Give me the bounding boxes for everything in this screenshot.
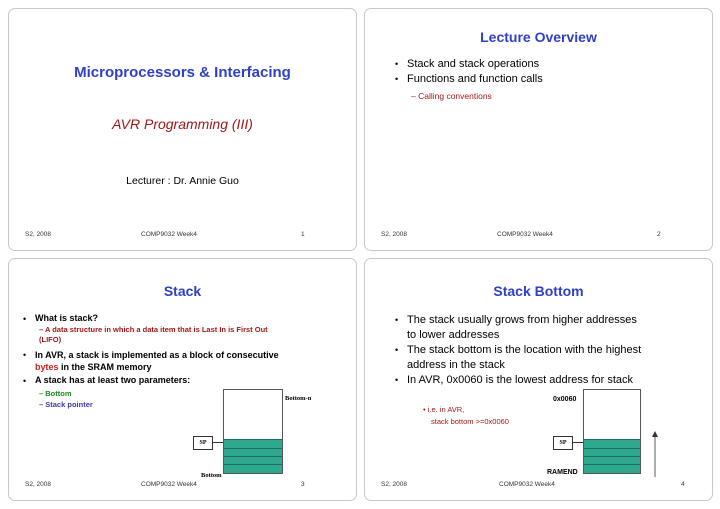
sub-sp-text: Stack pointer (45, 400, 93, 409)
slide4-bullet-1: The stack usually grows from higher addresses to lower addresses (407, 314, 637, 341)
footer-course: COMP9032 Week4 (141, 231, 197, 238)
slide-3 (8, 258, 357, 501)
label-addr-0x0060: 0x0060 (553, 396, 577, 403)
sp-arrow (573, 442, 583, 443)
page-number: 2 (657, 231, 661, 238)
footer-course: COMP9032 Week4 (497, 231, 553, 238)
bullet-dot: • (395, 375, 399, 385)
slide2-subbullet: – Calling conventions (411, 91, 492, 101)
slide1-title: Microprocessors & Interfacing (74, 64, 291, 81)
slide4-sub1-text: i.e. in AVR, (427, 405, 465, 414)
slide2-title: Lecture Overview (480, 29, 597, 45)
stack-row (584, 464, 640, 473)
slide4-title: Stack Bottom (493, 283, 584, 299)
stack-diagram (583, 389, 641, 474)
slide3-sub-sp: – Stack pointer (39, 400, 93, 409)
label-bottom: Bottom (201, 472, 222, 479)
bullet-dot: • (395, 345, 399, 355)
slide4-bullet-3: In AVR, 0x0060 is the lowest address for stack (407, 374, 634, 386)
slide2-bullet-2: Functions and function calls (407, 73, 543, 85)
stack-row (584, 439, 640, 448)
b2-highlight: bytes (35, 362, 59, 372)
bullet-dot: • (395, 74, 399, 84)
stack-row (224, 456, 282, 464)
slide1-subtitle: AVR Programming (III) (112, 116, 253, 132)
slide2-bullet-1: Stack and stack operations (407, 58, 540, 70)
footer-course: COMP9032 Week4 (141, 481, 197, 488)
slide3-sub-text: A data structure in which a data item that is Last In is First Out (LIFO) (39, 325, 268, 344)
stack-row (224, 448, 282, 456)
slide4-bullet-2: The stack bottom is the location with the highest address in the stack (407, 344, 642, 371)
slide-4 (364, 258, 713, 501)
footer-course: COMP9032 Week4 (499, 481, 555, 488)
slide3-bullet-2 (35, 349, 285, 373)
growth-arrow-icon (651, 431, 659, 477)
slide3-bullet-1: What is stack? (35, 313, 99, 323)
footer-date: S2, 2008 (381, 481, 408, 488)
page-number: 3 (301, 481, 305, 488)
bullet-dot: • (23, 376, 27, 386)
bullet-dot: • (395, 59, 399, 69)
slide1-lecturer: Lecturer : Dr. Annie Guo (126, 175, 239, 187)
slide2-sub-text: Calling conventions (418, 91, 492, 101)
slide3-title: Stack (163, 283, 202, 299)
bullet-dot: • (23, 350, 27, 360)
b2-post: in the SRAM memory (58, 362, 152, 372)
slide-1 (8, 8, 357, 251)
sp-box: SP (193, 436, 213, 450)
bullet-dot: • (23, 314, 27, 324)
stack-row (224, 439, 282, 448)
footer-date: S2, 2008 (25, 481, 52, 488)
stack-row (584, 456, 640, 464)
stack-diagram (223, 389, 283, 474)
page-number: 4 (681, 481, 685, 488)
stack-row (584, 448, 640, 456)
slide3-subbullet-1: – A data structure in which a data item that is Last In is First Out (LIFO) (39, 325, 268, 344)
page-number: 1 (301, 231, 305, 238)
sp-arrow (213, 442, 223, 443)
stack-row (224, 464, 282, 473)
sub-bottom-text: Bottom (45, 389, 72, 398)
slide3-sub-bottom: – Bottom (39, 389, 72, 398)
bullet-dot: • (395, 315, 399, 325)
b2-pre: In AVR, a stack is implemented as a block of consecutive (35, 350, 279, 360)
label-ramend: RAMEND (547, 469, 578, 476)
slide4-sub-1: • i.e. in AVR, (423, 405, 465, 414)
slide-2 (364, 8, 713, 251)
footer-date: S2, 2008 (25, 231, 52, 238)
footer-date: S2, 2008 (381, 231, 408, 238)
sp-box: SP (553, 436, 573, 450)
slide3-bullet-3: A stack has at least two parameters: (35, 375, 191, 385)
slide4-sub2: stack bottom >=0x0060 (431, 417, 509, 426)
label-bottom-n: Bottom-n (285, 395, 312, 402)
